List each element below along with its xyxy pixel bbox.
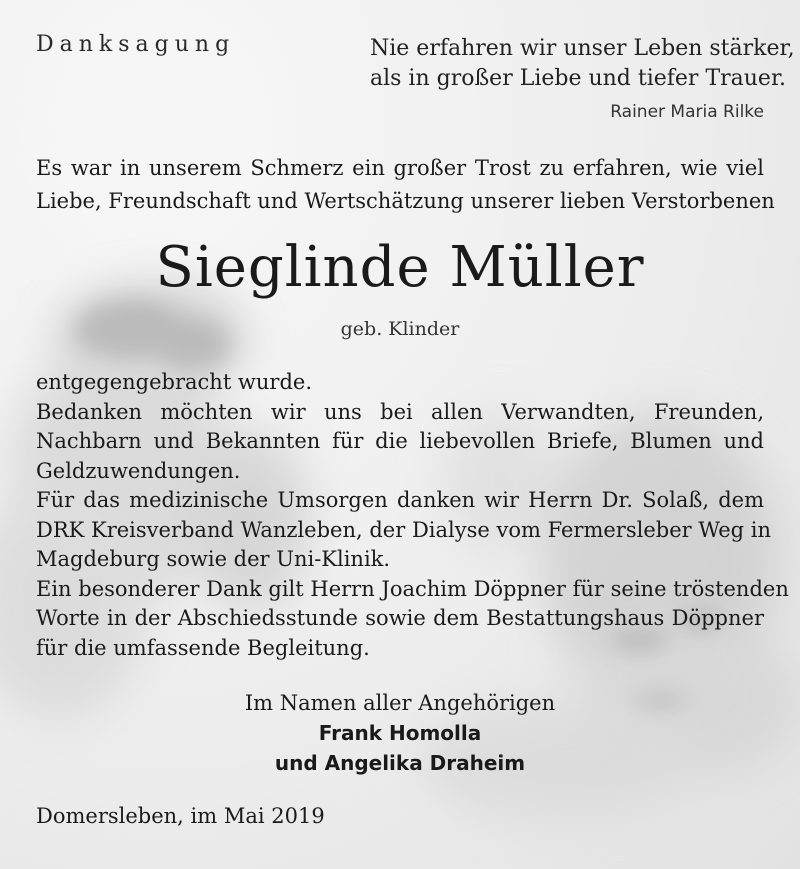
quote-line: Nie erfahren wir unser Leben stärker, [370, 36, 795, 61]
deceased-name: Sieglinde Müller [155, 235, 645, 300]
quote-author: Rainer Maria Rilke [610, 102, 764, 122]
quote [370, 34, 795, 94]
body-line: Magdeburg sowie der Uni-Klinik. [36, 547, 391, 571]
body-line: Für das medizinische Umsorgen danken wir Herrn Dr. Solaß, dem [36, 488, 764, 512]
signoff-text: Im Namen aller Angehörigen [244, 691, 556, 715]
signer-name: Frank Homolla [318, 721, 482, 745]
body-line: DRK Kreisverband Wanzleben, der Dialyse vom Fermersleber Weg in [36, 517, 771, 542]
intro-line: Es war in unserem Schmerz ein großer Trost zu erfahren, wie viel [36, 156, 764, 180]
body-line: Geldzuwendungen. [36, 458, 241, 483]
signer-name: und Angelika Draheim [274, 751, 526, 775]
body-line: Nachbarn und Bekannten für die liebevollen Briefe, Blumen und [36, 429, 764, 453]
signature-block [0, 688, 800, 778]
body-line: Bedanken möchten wir uns bei allen Verwandten, Freunden, [36, 399, 764, 424]
body-line: für die umfassende Begleitung. [36, 635, 370, 660]
body-line: Ein besonderer Dank gilt Herrn Joachim Döppner für seine tröstenden [36, 576, 789, 601]
quote-line: als in großer Liebe und tiefer Trauer. [370, 66, 787, 91]
body-line: entgegengebracht wurde. [36, 370, 313, 394]
intro-line: Liebe, Freundschaft und Wertschätzung unserer lieben Verstorbenen [36, 189, 775, 213]
heading-danksagung: Danksagung [36, 32, 236, 57]
place-date: Domersleben, im Mai 2019 [36, 804, 325, 828]
maiden-name: geb. Klinder [340, 318, 460, 340]
intro-text [36, 152, 775, 218]
body-text [36, 368, 789, 663]
body-line: Worte in der Abschiedsstunde sowie dem Bestattungshaus Döppner [36, 606, 764, 630]
